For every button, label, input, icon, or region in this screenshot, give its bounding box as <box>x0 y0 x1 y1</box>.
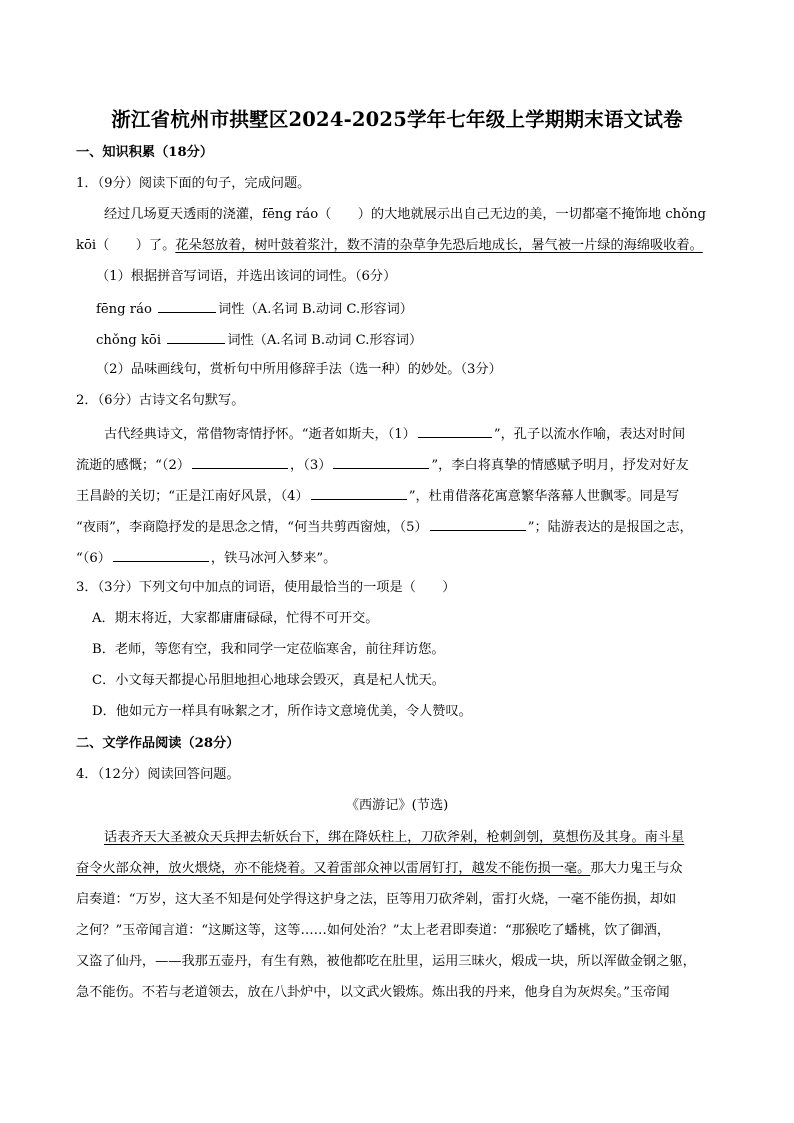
passage-line-1: 话表齐天大圣被众天兵押去斩妖台下，绑在降妖柱上，刀砍斧剁，枪刺剑刳，莫想伤及其身。南斗星 <box>104 830 685 845</box>
passage-text: kōi（ ）了。 <box>76 238 176 253</box>
passage-line-6: 急不能伤。不若与老道领去，放在八卦炉中，以文武火锻炼。炼出我的丹来，他身自为灰烬矣。”玉帝闻 <box>76 985 670 1000</box>
text: ”，孔子以流水作喻，表达对时间 <box>493 427 686 442</box>
pinyin-label: fēng ráo <box>96 302 152 317</box>
question-2-line-4 <box>76 517 693 537</box>
question-1-passage-line-2 <box>76 237 703 255</box>
answer-blank-4[interactable] <box>311 486 407 500</box>
option-a[interactable]: A．期末将近，大家都庸庸碌碌，忙得不可开交。 <box>92 611 379 626</box>
part-of-speech-options: 词性（A.名词 B.动词 C.形容词） <box>227 333 423 348</box>
answer-blank-5[interactable] <box>430 517 526 531</box>
text: “（6） <box>76 551 111 566</box>
question-2-line-5 <box>76 548 336 568</box>
answer-blank-3[interactable] <box>333 455 429 469</box>
question-4-header: 4．（12分）阅读回答问题。 <box>76 767 240 782</box>
answer-blank[interactable] <box>158 299 216 313</box>
answer-blank[interactable] <box>167 330 225 344</box>
part-of-speech-options: 词性（A.名词 B.动词 C.形容词） <box>218 302 413 317</box>
option-b[interactable]: B．老师，等您有空，我和同学一定莅临寒舍，前往拜访您。 <box>92 642 445 657</box>
answer-blank-6[interactable] <box>113 548 209 562</box>
question-2-line-3 <box>76 486 679 506</box>
text: 流逝的感慨；“（2） <box>76 458 191 473</box>
text: ”；陆游表达的是报国之志， <box>527 520 693 535</box>
text: ，（3） <box>290 458 332 473</box>
underlined-sentence: 花朵怒放着，树叶鼓着浆汁，数不清的杂草争先恐后地成长，暑气被一片绿的海绵吸收着。 <box>175 238 703 253</box>
text: “夜雨”，李商隐抒发的是思念之情，“何当共剪西窗烛，（5） <box>76 520 428 535</box>
question-2-line-1 <box>104 424 685 444</box>
answer-blank-1[interactable] <box>418 424 492 438</box>
answer-row-1 <box>96 299 413 319</box>
section-heading-2: 二、文学作品阅读（28分） <box>76 736 240 751</box>
question-2-line-2 <box>76 455 689 475</box>
question-2-header: 2．（6分）古诗文名句默写。 <box>76 393 245 408</box>
passage-line-2 <box>76 860 683 878</box>
answer-row-2 <box>96 330 422 350</box>
text: 那大力鬼王与众 <box>590 861 683 876</box>
answer-blank-2[interactable] <box>192 455 288 469</box>
option-d[interactable]: D．他如元方一样具有咏絮之才，所作诗文意境优美，令人赞叹。 <box>92 704 472 719</box>
question-1-sub-2: （2）品味画线句，赏析句中所用修辞手法（选一种）的妙处。（3分） <box>96 362 502 377</box>
underlined-text: 奋令火部众神，放火煨烧，亦不能烧着。又着雷部众神以雷屑钉打，越发不能伤损一毫。 <box>76 861 591 876</box>
text: ，铁马冰河入梦来”。 <box>210 551 337 566</box>
section-heading-1: 一、知识积累（18分） <box>76 145 214 160</box>
option-c[interactable]: C．小文每天都提心吊胆地担心地球会毁灭，真是杞人忧天。 <box>92 673 445 688</box>
text: ”，杜甫借落花寓意繁华落幕人世飘零。同是写 <box>408 489 680 504</box>
question-3-header: 3．（3分）下列文句中加点的词语，使用最恰当的一项是（ ） <box>76 580 456 595</box>
passage-title: 《西游记》(节选) <box>345 798 449 813</box>
text: ”，李白将真挚的情感赋予明月，抒发对好友 <box>431 458 689 473</box>
passage-line-4: 之何？”玉帝闻言道：“这厮这等，这等……如何处治？”太上老君即奏道：“那猴吃了蟠桃，饮了御酒， <box>76 923 671 938</box>
page-title: 浙江省杭州市拱墅区2024-2025学年七年级上学期期末语文试卷 <box>111 108 683 131</box>
text: 王昌龄的关切；“正是江南好风景，（4） <box>76 489 309 504</box>
passage-line-5: 又盗了仙丹，——我那五壶丹，有生有熟，被他都吃在肚里，运用三昧火，煅成一块，所以浑做金钢之躯， <box>76 954 696 969</box>
question-1-passage-line-1: 经过几场夏天透雨的浇灌，fēng ráo（ ）的大地就展示出自己无边的美，一切都毫不掩饰地 chǒng <box>104 207 706 222</box>
text: 古代经典诗文，常借物寄情抒怀。“逝者如斯夫，（1） <box>104 427 416 442</box>
passage-line-3: 启奏道：“万岁，这大圣不知是何处学得这护身之法，臣等用刀砍斧剁，雷打火烧，一毫不能伤损，却如 <box>76 892 677 907</box>
pinyin-label: chǒng kōi <box>96 333 162 348</box>
question-1-sub-1: （1）根据拼音写词语，并选出该词的词性。（6分） <box>96 269 397 284</box>
question-1-header: 1．（9分）阅读下面的句子，完成问题。 <box>76 176 311 191</box>
